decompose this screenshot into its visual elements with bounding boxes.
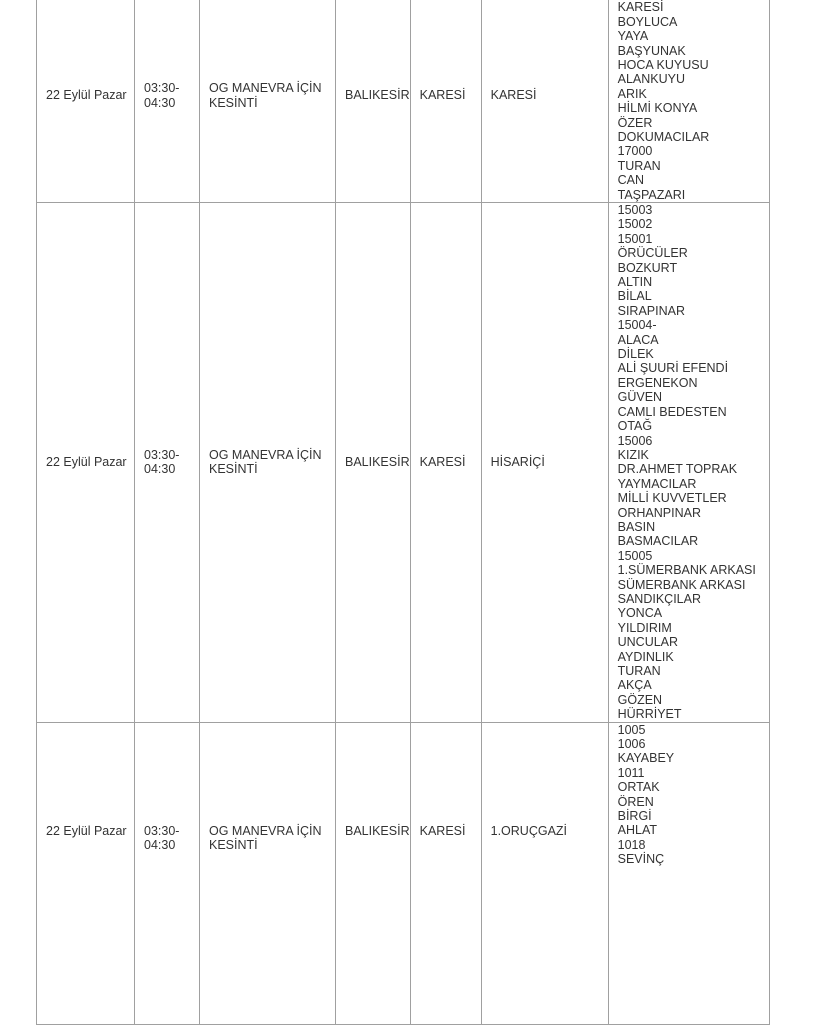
- street-item: GÜVEN: [617, 390, 663, 405]
- street-item: 15001: [617, 231, 653, 246]
- streets-cell: [608, 203, 769, 723]
- street-item: CAN: [617, 173, 645, 188]
- street-item: AYDINLIK: [617, 649, 674, 664]
- reason-cell: OG MANEVRA İÇİN KESİNTİ: [200, 722, 336, 1024]
- street-item: ALANKUYU: [617, 72, 686, 87]
- time-cell: 03:30-04:30: [135, 203, 200, 723]
- time-cell: 03:30-04:30: [135, 722, 200, 1024]
- quarter-cell: 1.ORUÇGAZİ: [481, 722, 608, 1024]
- street-item: 1.SÜMERBANK ARKASI: [617, 563, 756, 578]
- street-item: MİLLİ KUVVETLER: [617, 491, 727, 506]
- street-item: 15006: [617, 433, 653, 448]
- street-item: SIRAPINAR: [617, 303, 686, 318]
- table-row: [37, 722, 770, 1024]
- street-item: 1011: [617, 765, 645, 780]
- street-item: CAMLI BEDESTEN: [617, 404, 727, 419]
- city-cell: BALIKESİR: [336, 0, 411, 203]
- street-item: YAYA: [617, 29, 649, 44]
- street-item: TAŞPAZARI: [617, 187, 686, 202]
- district-cell: KARESİ: [410, 722, 481, 1024]
- quarter-cell: KARESİ: [481, 0, 608, 203]
- street-item: 1006: [617, 737, 646, 752]
- street-item: SÜMERBANK ARKASI: [617, 577, 746, 592]
- street-item: ALİ ŞUURİ EFENDİ: [617, 361, 729, 376]
- street-item: ÖZER: [617, 115, 653, 130]
- street-item: SANDIKÇILAR: [617, 591, 701, 606]
- street-item: KARESİ: [617, 0, 664, 15]
- street-item: 15002: [617, 217, 653, 232]
- street-item: BİRGİ: [617, 809, 652, 824]
- street-item: GÖZEN: [617, 692, 663, 707]
- district-cell: KARESİ: [410, 203, 481, 723]
- street-item: ERGENEKON: [617, 375, 698, 390]
- street-item: TURAN: [617, 158, 661, 173]
- street-item: DR.AHMET TOPRAK: [617, 462, 738, 477]
- table-row: [37, 203, 770, 723]
- date-cell: 22 Eylül Pazar: [37, 203, 135, 723]
- street-item: YILDIRIM: [617, 620, 672, 635]
- street-item: HOCA KUYUSU: [617, 57, 709, 72]
- street-item: 15004-: [617, 318, 657, 333]
- street-item: ALTIN: [617, 275, 653, 290]
- street-item: 15003: [617, 203, 653, 217]
- street-item: ÖREN: [617, 794, 654, 809]
- street-item: YONCA: [617, 606, 663, 621]
- street-item: 1005: [617, 722, 646, 737]
- street-item: HİLMİ KONYA: [617, 101, 698, 116]
- street-item: ALACA: [617, 332, 659, 347]
- street-item: 1018: [617, 837, 646, 852]
- street-item: UNCULAR: [617, 635, 679, 650]
- street-item: BASIN: [617, 519, 656, 534]
- outage-table: [36, 0, 770, 1025]
- street-item: YAYMACILAR: [617, 476, 697, 491]
- reason-cell: OG MANEVRA İÇİN KESİNTİ: [200, 203, 336, 723]
- street-item: AHLAT: [617, 823, 657, 838]
- street-item: 17000: [617, 144, 653, 159]
- date-cell: 22 Eylül Pazar: [37, 722, 135, 1024]
- street-item: DOKUMACILAR: [617, 129, 710, 144]
- street-item: BİLAL: [617, 289, 652, 304]
- street-item: HÜRRİYET: [617, 707, 682, 722]
- time-cell: 03:30-04:30: [135, 0, 200, 203]
- street-item: 15005: [617, 548, 653, 563]
- street-item: DİLEK: [617, 347, 654, 362]
- street-item: BOYLUCA: [617, 14, 678, 29]
- streets-cell: [608, 722, 769, 1024]
- reason-cell: OG MANEVRA İÇİN KESİNTİ: [200, 0, 336, 203]
- street-item: ARIK: [617, 86, 647, 101]
- street-item: BOZKURT: [617, 260, 678, 275]
- table-row: [37, 0, 770, 203]
- street-item: KAYABEY: [617, 751, 675, 766]
- city-cell: BALIKESİR: [336, 203, 411, 723]
- quarter-cell: HİSARİÇİ: [481, 203, 608, 723]
- street-item: AKÇA: [617, 678, 652, 693]
- district-cell: KARESİ: [410, 0, 481, 203]
- street-item: SEVİNÇ: [617, 852, 665, 867]
- street-item: ORTAK: [617, 780, 660, 795]
- date-cell: 22 Eylül Pazar: [37, 0, 135, 203]
- streets-cell: [608, 0, 769, 203]
- street-item: ÖRÜCÜLER: [617, 246, 688, 261]
- street-item: TURAN: [617, 664, 661, 678]
- street-item: KIZIK: [617, 447, 649, 462]
- city-cell: BALIKESİR: [336, 722, 411, 1024]
- street-item: BAŞYUNAK: [617, 43, 686, 58]
- street-item: ORHANPINAR: [617, 505, 701, 520]
- street-item: BASMACILAR: [617, 534, 699, 549]
- street-item: OTAĞ: [617, 419, 653, 434]
